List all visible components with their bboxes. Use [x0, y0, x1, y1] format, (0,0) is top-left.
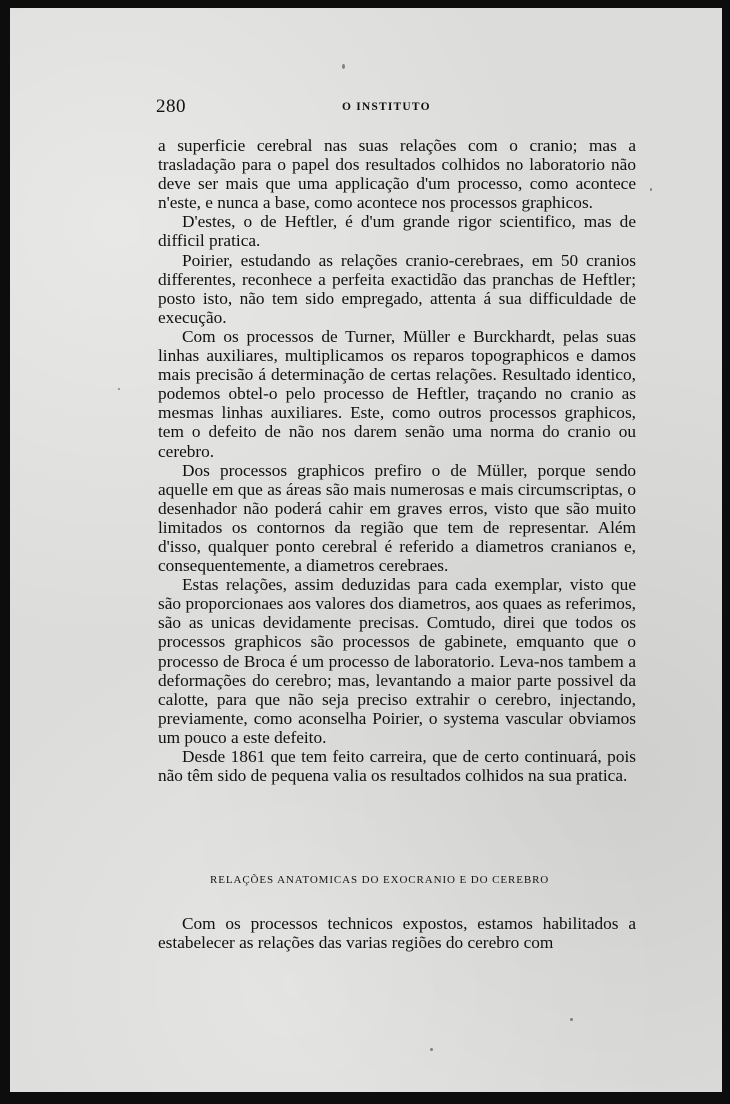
paragraph: a superficie cerebral nas suas relações com o cranio; mas a trasladação para o papel dos resultados colhidos no laboratorio não deve ser mais que uma applicação d'um processo, como acontece n'este, e nunca a base, como acontece nos processos graphicos. — [158, 136, 636, 213]
paragraph: Com os processos de Turner, Müller e Burckhardt, pelas suas linhas auxiliares, multiplicamos os reparos topographicos e damos mais precisão á determinação de certas relações. Resultado identico, podemos obtel-o pelo processo de Heftler, traçando no cranio as mesmas linhas auxiliares. Este, como outros processos graphicos, tem o defeito de não nos darem senão uma norma do cranio ou cerebro. — [158, 326, 636, 461]
running-title: O INSTITUTO — [342, 101, 431, 113]
scan-speck — [650, 188, 652, 191]
scan-speck — [342, 64, 345, 69]
section-heading: RELAÇÕES ANATOMICAS DO EXOCRANIO E DO CEREBRO — [210, 874, 550, 886]
page-number: 280 — [156, 96, 186, 117]
paragraph: Estas relações, assim deduzidas para cada exemplar, visto que são proporcionaes aos valores dos diametros, aos quaes as referimos, são as unicas devidamente precisas. Comtudo, direi que todos os processos graphicos são processos de gabinete, emquanto que o processo de Broca é um processo de laboratorio. Leva-nos tambem a deformações do cerebro; mas, levantando a maior parte possivel da calotte, para que não seja preciso extrahir o cerebro, injectando, previamente, como aconselha Poirier, o systema vascular obviamos um pouco a este defeito. — [158, 575, 636, 747]
book-page — [10, 8, 722, 1092]
scan-speck — [570, 1018, 573, 1021]
paragraph: Com os processos technicos expostos, estamos habilitados a estabelecer as relações das varias regiões do cerebro com — [158, 914, 636, 953]
scan-speck — [118, 388, 120, 390]
body-text — [158, 136, 636, 785]
page-header — [156, 96, 646, 122]
paragraph: D'estes, o de Heftler, é d'um grande rigor scientifico, mas de difficil pratica. — [158, 212, 636, 251]
section-body — [158, 914, 636, 952]
paragraph: Dos processos graphicos prefiro o de Müller, porque sendo aquelle em que as áreas são mais numerosas e mais circumscriptas, o desenhador não poderá cahir em graves erros, visto que são muito limitados os contornos da região que tem de representar. Além d'isso, qualquer ponto cerebral é referido a diametros cranianos e, consequentemente, a diametros cerebraes. — [158, 460, 636, 576]
paragraph: Desde 1861 que tem feito carreira, que de certo continuará, pois não têm sido de pequena valia os resultados colhidos na sua pratica. — [158, 747, 636, 786]
paragraph: Poirier, estudando as relações cranio-cerebraes, em 50 cranios differentes, reconhece a perfeita exactidão das pranchas de Heftler; posto isto, não tem sido empregado, attenta á sua difficuldade de execução. — [158, 250, 636, 327]
scan-speck — [430, 1048, 433, 1051]
